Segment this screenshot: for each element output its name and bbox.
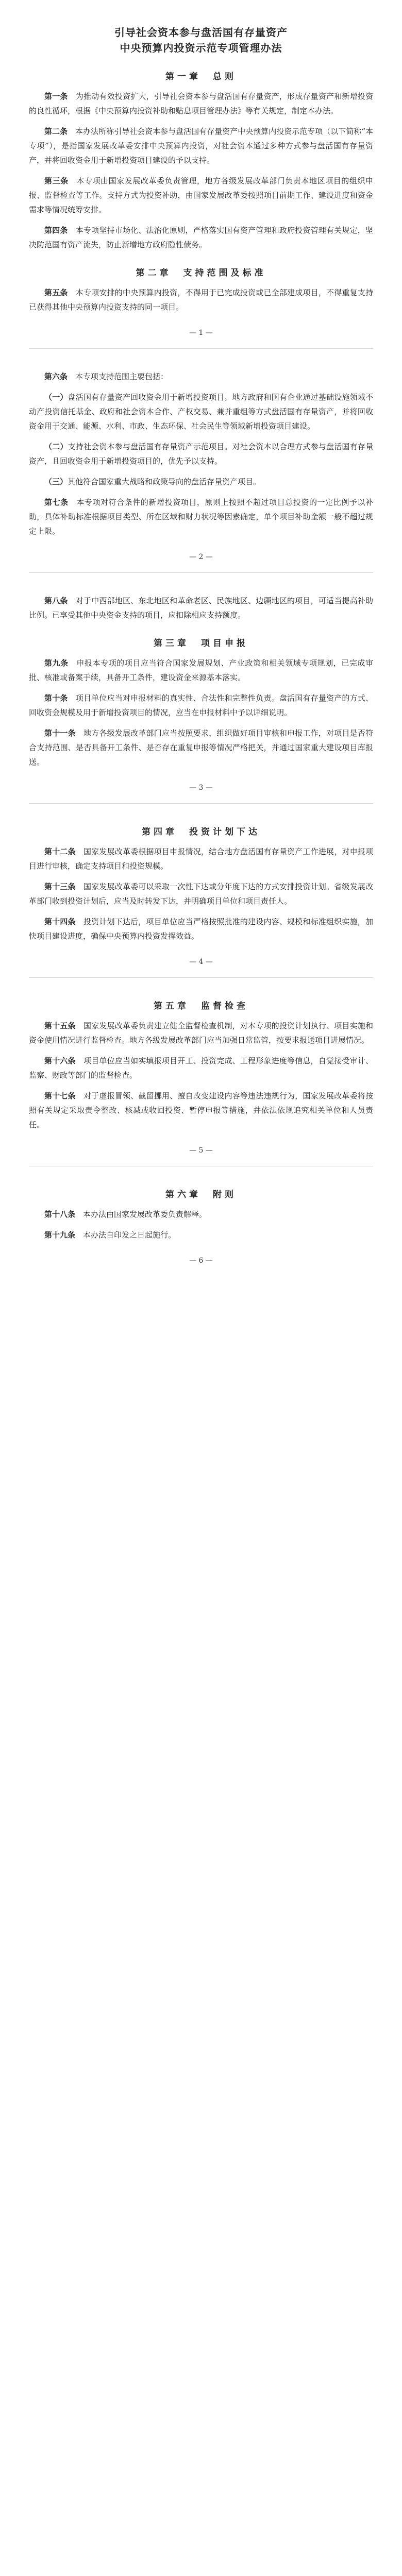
article-16: 第十六条 项目单位应当如实填报项目开工、投资完成、工程形象进度等信息，自觉接受审计、监察、财政等部门的监督检查。 [29, 1056, 373, 1080]
chapter-6-title: 第六章 附则 [165, 1190, 237, 1200]
article-10: 第十条 项目单位应当对申报材料的真实性、合法性和完整性负责。盘活国有存量资产的方式、回收资金规模及用于新增投资项目的情况，应当在申报材料中予以详细说明。 [29, 693, 373, 717]
document-title-line1: 引导社会资本参与盘活国有存量资产 [114, 26, 288, 39]
article-2: 第二条 本办法所称引导社会资本参与盘活国有存量资产中央预算内投资示范专项（以下简称“本专项”），是指国家发展改革委安排中央预算内投资，对社会资本通过多种方式参与盘活国有存量资产，并将回收资金用于新增投资项目建设的予以支持。 [29, 127, 373, 165]
article-11: 第十一条 地方各级发展改革部门应当按照要求，组织做好项目审核和申报工作，对项目是否符合支持范围、是否具备开工条件、是否存在重复申报等情况严格把关，并通过国家重大建设项目库报送。 [29, 728, 373, 767]
page-5 [0, 998, 402, 1166]
article-6: 第六条 本专项支持范围主要包括： [44, 372, 169, 381]
article-4: 第四条 本专项坚持市场化、法治化原则，严格落实国有资产管理和政府投资管理有关规定，坚决防范国有资产流失，防止新增地方政府隐性债务。 [29, 226, 373, 249]
article-3: 第三条 本专项由国家发展改革委负责管理，地方各级发展改革部门负责本地区项目的组织申报、监督检查等工作。支持方式为投资补助，由国家发展改革委按照项目前期工作、建设进度和资金需求等情况统筹安排。 [29, 176, 373, 214]
page-divider [29, 803, 373, 804]
article-8: 第八条 对于中西部地区、东北地区和革命老区、民族地区、边疆地区的项目，可适当提高补助比例。已享受其他中央资金支持的项目，应扣除相应支持额度。 [29, 596, 373, 620]
article-6-item-2: （二）支持社会资本参与盘活国有存量资产示范项目。对社会资本以合理方式参与盘活国有存量资产，且回收资金用于新增投资项目的，优先予以支持。 [29, 442, 373, 466]
article-6-item-1: （一）盘活国有存量资产回收资金用于新增投资项目。地方政府和国有企业通过基础设施领域不动产投资信托基金、政府和社会资本合作、产权交易、兼并重组等方式盘活国有存量资产，并将回收资金用于交通、能源、水利、市政、生态环保、社会民生等领域新增投资项目建设。 [29, 393, 373, 431]
page-number: — 1 — [189, 329, 213, 337]
page-number: — 2 — [189, 553, 213, 561]
page-divider [29, 977, 373, 978]
chapter-4-title: 第四章 投资计划下达 [142, 827, 260, 837]
page-number: — 6 — [189, 1257, 213, 1265]
article-12: 第十二条 国家发展改革委根据项目申报情况，结合地方盘活国有存量资产工作进展，对申报项目进行审核，确定支持项目和投资规模。 [29, 847, 373, 871]
article-1: 第一条 为推动有效投资扩大，引导社会资本参与盘活国有存量资产，形成存量资产和新增投资的良性循环，根据《中央预算内投资补助和贴息项目管理办法》等有关规定，制定本办法。 [29, 92, 373, 115]
article-15: 第十五条 国家发展改革委负责建立健全监督检查机制，对本专项的投资计划执行、项目实施和资金使用情况进行监督检查。地方各级发展改革部门应当加强日常监管，按要求报送项目进展情况。 [29, 1021, 373, 1045]
page-4 [0, 824, 402, 978]
chapter-3-title: 第三章 项目申报 [154, 638, 248, 649]
chapter-1-title: 第一章 总则 [165, 72, 237, 82]
chapter-5-title: 第五章 监督检查 [154, 1001, 248, 1011]
page-number: — 4 — [189, 958, 213, 966]
article-17: 第十七条 对于虚报冒领、截留挪用、擅自改变建设内容等违法违规行为，国家发展改革委将按照有关规定采取责令整改、核减或收回投资、暂停申报等措施，并依法依规追究相关单位和人员责任。 [29, 1091, 373, 1129]
article-5: 第五条 本专项安排的中央预算内投资，不得用于已完成投资或已全部建成项目，不得重复支持已获得其他中央预算内投资支持的同一项目。 [29, 288, 373, 312]
article-13: 第十三条 国家发展改革委可以采取一次性下达或分年度下达的方式安排投资计划。省级发展改革部门收到投资计划后，应当及时转发下达，并明确项目单位和项目责任人。 [29, 882, 373, 906]
article-6-item-3: （三）其他符合国家重大战略和政策导向的盘活存量资产项目。 [44, 477, 261, 486]
article-9: 第九条 申报本专项的项目应当符合国家发展规划、产业政策和相关领域专项规划，已完成审批、核准或备案手续，具备开工条件，建设资金来源基本落实。 [29, 658, 373, 682]
page-2 [0, 369, 402, 573]
page-number: — 5 — [189, 1146, 213, 1155]
article-18: 第十八条 本办法由国家发展改革委负责解释。 [44, 1210, 207, 1219]
chapter-2-title: 第二章 支持范围及标准 [136, 268, 266, 278]
page-6 [0, 1187, 402, 1265]
article-14: 第十四条 投资计划下达后，项目单位应当严格按照批准的建设内容、规模和标准组织实施，加快项目建设进度，确保中央预算内投资发挥效益。 [29, 917, 373, 941]
article-7: 第七条 本专项对符合条件的新增投资项目，原则上按照不超过项目总投资的一定比例予以补助，具体补助标准根据项目类型、所在区域和财力状况等因素确定，单个项目补助金额一般不超过规定上限。 [29, 498, 373, 536]
page-divider [29, 572, 373, 573]
document [0, 0, 402, 1265]
page-number: — 3 — [189, 784, 213, 792]
article-19: 第十九条 本办法自印发之日起施行。 [44, 1230, 176, 1240]
page-1 [0, 25, 402, 349]
page-3 [0, 594, 402, 804]
document-title-line2: 中央预算内投资示范专项管理办法 [120, 42, 282, 54]
page-divider [29, 348, 373, 349]
